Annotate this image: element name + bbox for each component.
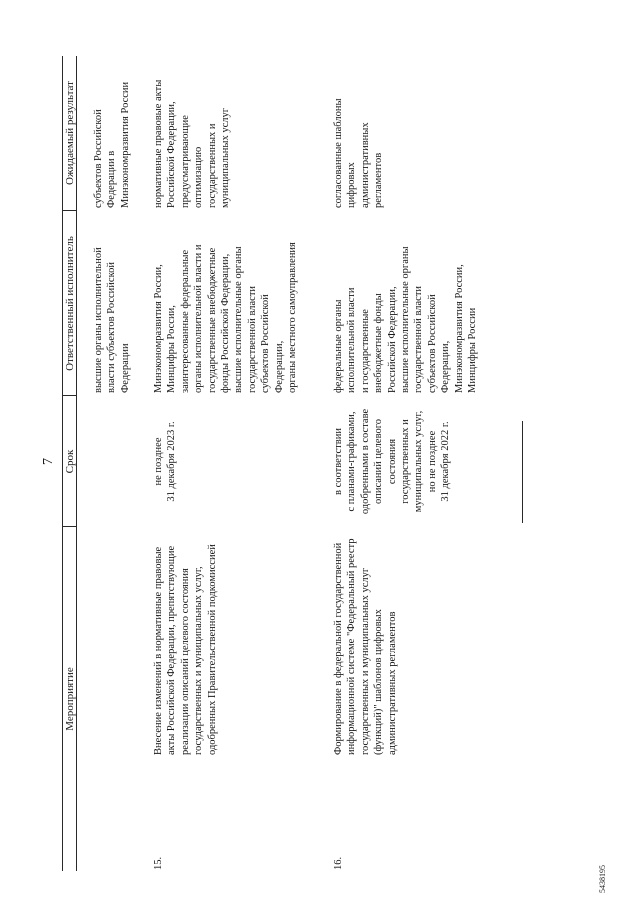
column-divider [62,210,76,211]
header-event: Мероприятие [64,667,76,731]
row-15-result: нормативные правовые акты Российской Федерации, предусматривающие оптимизацию государственных и муниципальных услуг [153,79,232,208]
continuation-responsible: высшие органы исполнительной власти субъектов Российской Федерации [93,247,131,393]
row-15-number: 15. [153,856,164,870]
row-15-deadline: не позднее 31 декабря 2023 г. [153,421,178,502]
page-number: 7 [41,458,56,465]
row-15-responsible: Минэкономразвития России, Минцифры России, заинтересованные федеральные органы исполнительной власти и государственные внебюджетные фонды Российской Федерации, высшие исполнительные органы государственной власти субъектов Российской Федерации, органы местного самоуправления [153,242,299,393]
row-16-result: согласованные шаблоны цифровых административных регламентов [333,98,385,208]
column-divider [62,395,76,396]
column-divider [62,526,76,527]
header-deadline: Срок [64,449,76,474]
header-responsible: Ответственный исполнитель [64,236,76,371]
continuation-result: субъектов Российской Федерации в Минэкономразвития России [93,81,131,208]
row-16-number: 16. [333,856,344,870]
row-16-event: Формирование в федеральной государственной информационной системе "Федеральный реестр государственных и муниципальных услуг (функций)" шаблонов цифровых административных регламентов [333,538,398,755]
document-code: 5438195 [598,865,607,893]
row-15-event: Внесение изменений в нормативные правовые акты Российской Федерации, препятствующие реализации описаний целевого состояния государственных и муниципальных услуг, одобренных Правительственной подкомиссией [153,544,218,755]
row-16-responsible: федеральные органы исполнительной власти и государственные внебюджетные фонды Российской Федерации, высшие исполнительные органы государственной власти субъектов Российской Федерации, Минэкономразвития России, Минцифры России [333,246,479,393]
row-16-deadline: в соответствии с планами-графиками, одобренными в составе описаний целевого состояния государственных и муниципальных услуг, но не позднее 31 декабря 2022 г. [333,408,452,515]
end-rule [522,421,523,523]
header-result: Ожидаемый результат [64,81,76,185]
